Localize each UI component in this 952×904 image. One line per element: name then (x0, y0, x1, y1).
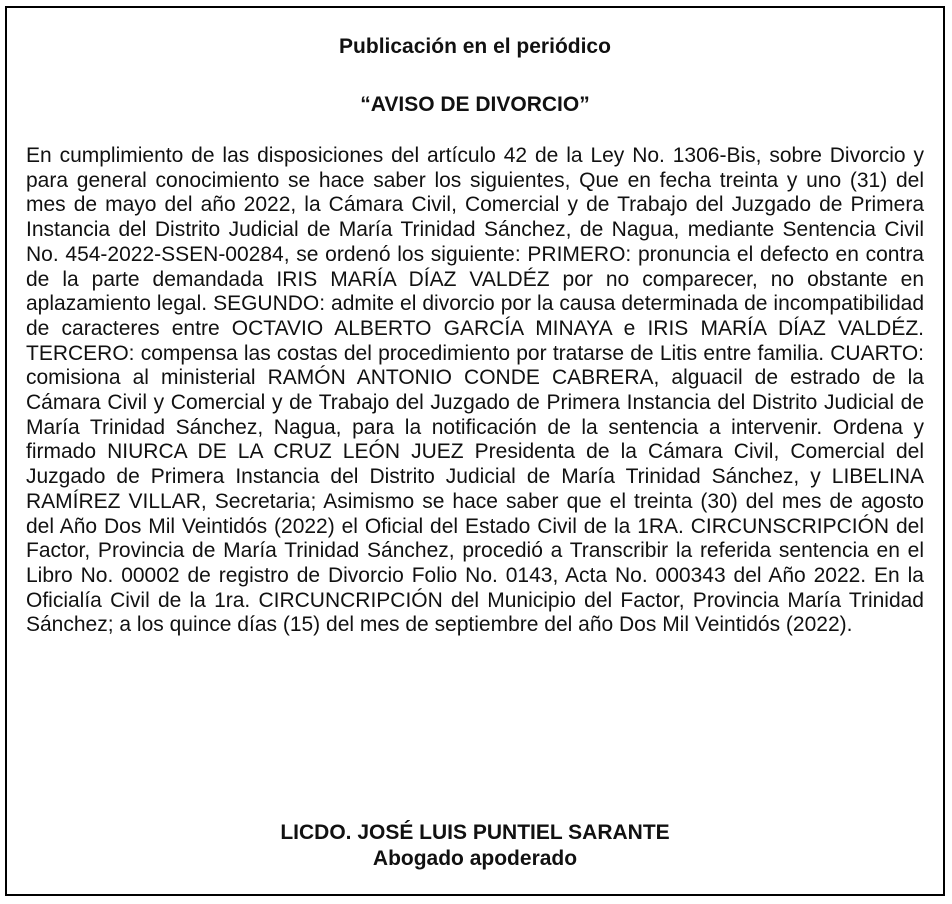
notice-title: “AVISO DE DIVORCIO” (360, 93, 590, 116)
signatory-role: Abogado apoderado (372, 847, 578, 870)
publication-heading: Publicación en el periódico (339, 35, 611, 58)
signature-block (7, 820, 943, 872)
notice-body: En cumplimiento de las disposiciones del artículo 42 de la Ley No. 1306-Bis, sobre Divorcio y para general conocimiento se hace saber los siguientes, Que en fecha treinta y uno (31) del mes de mayo del año 2022, la Cámara Civil, Comercial y de Trabajo del Juzgado de Primera Instancia del Distrito Judicial de María Trinidad Sánchez, de Nagua, mediante Sentencia Civil No. 454-2022-SSEN-00284, se ordenó los siguiente: PRIMERO: pronuncia el defecto en contra de la parte demandada IRIS MARÍA DÍAZ VALDÉZ por no comparecer, no obstante en aplazamiento legal. SEGUNDO: admite el divorcio por la causa determinada de incompatibilidad de caracteres entre OCTAVIO ALBERTO GARCÍA MINAYA e IRIS MARÍA DÍAZ VALDÉZ. TERCERO: compensa las costas del procedimiento por tratarse de Litis entre familia. CUARTO: comisiona al ministerial RAMÓN ANTONIO CONDE CABRERA, alguacil de estrado de la Cámara Civil y Comercial y de Trabajo del Juzgado de Primera Instancia del Distrito Judicial de María Trinidad Sánchez, Nagua, para la notificación de la sentencia a intervenir. Ordena y firmado NIURCA DE LA CRUZ LEÓN JUEZ Presidenta de la Cámara Civil, Comercial del Juzgado de Primera Instancia del Distrito Judicial de María Trinidad Sánchez, y LIBELINA RAMÍREZ VILLAR, Secretaria; Asimismo se hace saber que el treinta (30) del mes de agosto del Año Dos Mil Veintidós (2022) el Oficial del Estado Civil de la 1RA. CIRCUNSCRIPCIÓN del Factor, Provincia de María Trinidad Sánchez, procedió a Transcribir la referida sentencia en el Libro No. 00002 de registro de Divorcio Folio No. 0143, Acta No. 000343 del Año 2022. En la Oficialía Civil de la 1ra. CIRCUNCRIPCIÓN del Municipio del Factor, Provincia María Trinidad Sánchez; a los quince días (15) del mes de septiembre del año Dos Mil Veintidós (2022). (26, 144, 924, 637)
divorce-notice (5, 6, 945, 896)
signatory-name: LICDO. JOSÉ LUIS PUNTIEL SARANTE (280, 821, 670, 844)
